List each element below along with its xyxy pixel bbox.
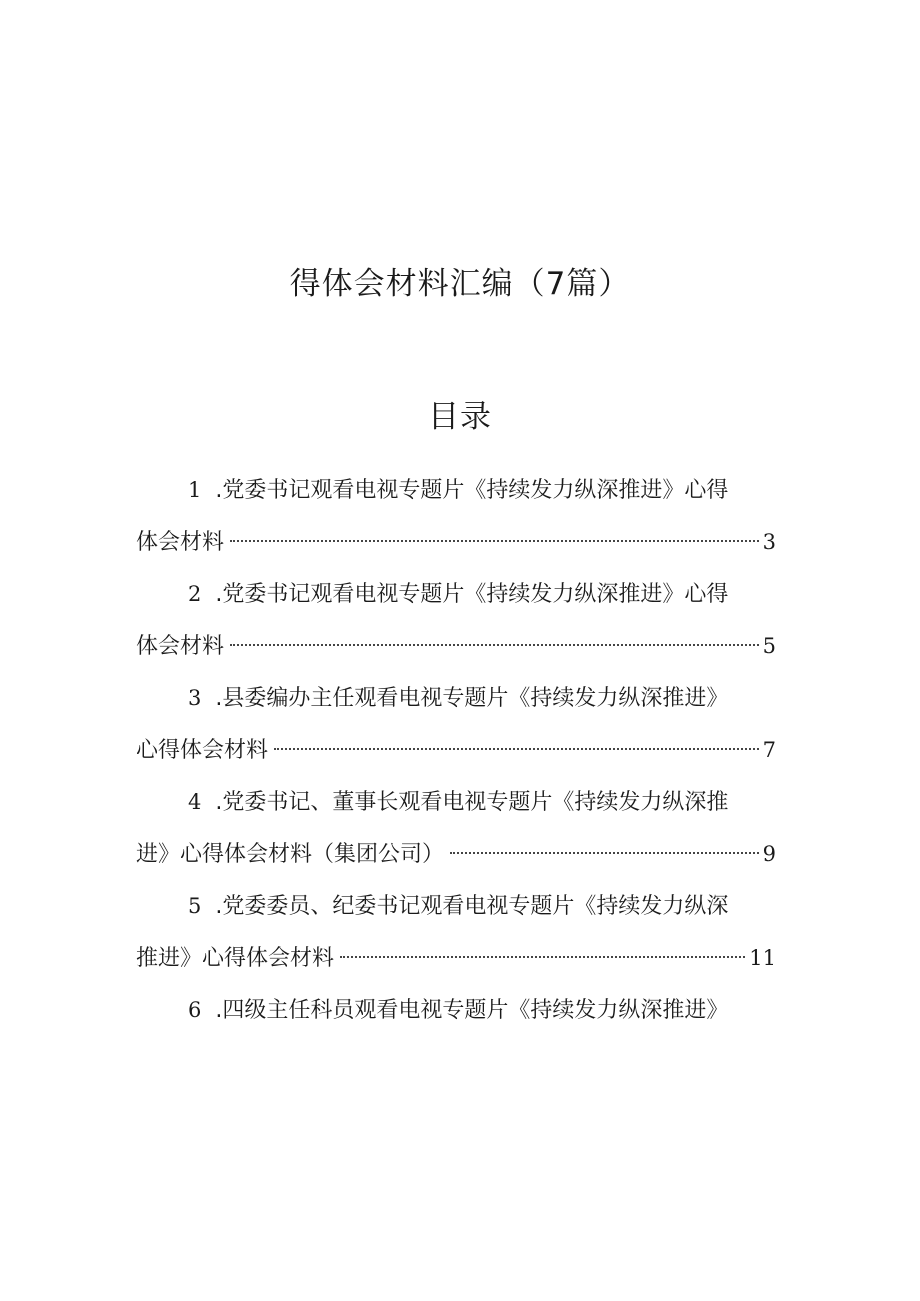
toc-page-number: 3	[762, 530, 776, 554]
toc-dot-leader	[230, 644, 759, 646]
toc-entry-number: 3	[188, 686, 202, 710]
toc-entry-title-continued: 进》心得体会材料（集团公司）	[136, 842, 445, 867]
toc-entry-number: 4	[188, 790, 202, 814]
toc-entry-title-text: .县委编办主任观看电视专题片《持续发力纵深推进》	[215, 686, 729, 711]
toc-entry-5[interactable]	[136, 880, 776, 984]
toc-entry-title	[188, 988, 728, 1033]
toc-entry-title-continued: 推进》心得体会材料	[136, 946, 335, 971]
toc-entry-title-continued: 心得体会材料	[136, 738, 269, 763]
toc-entry-title	[188, 780, 728, 825]
toc-entry-2[interactable]	[136, 568, 776, 672]
toc-page-number: 9	[762, 842, 776, 866]
toc-page-number: 5	[762, 634, 776, 658]
toc-entry-title-text: .四级主任科员观看电视专题片《持续发力纵深推进》	[215, 998, 729, 1023]
toc-entry-number: 6	[188, 998, 202, 1022]
toc-entry-title-text: .党委书记观看电视专题片《持续发力纵深推进》心得	[215, 582, 729, 607]
toc-dot-leader	[274, 748, 759, 750]
toc-entry-title-text: .党委书记观看电视专题片《持续发力纵深推进》心得	[215, 478, 729, 503]
toc-entry-4[interactable]	[136, 776, 776, 880]
toc-heading: 目录	[428, 399, 492, 435]
toc-page-number: 11	[749, 946, 776, 970]
table-of-contents	[136, 464, 776, 1088]
toc-entry-continuation	[136, 520, 776, 565]
toc-entry-continuation	[136, 936, 776, 981]
toc-entry-number: 2	[188, 582, 202, 606]
toc-entry-title-text: .党委委员、纪委书记观看电视专题片《持续发力纵深	[215, 894, 729, 919]
toc-entry-number: 5	[188, 894, 202, 918]
toc-entry-6[interactable]	[136, 984, 776, 1088]
toc-entry-title-continued: 体会材料	[136, 530, 225, 555]
document-title: 得体会材料汇编（7篇）	[289, 266, 631, 302]
toc-entry-title	[188, 468, 728, 513]
toc-dot-leader	[450, 852, 759, 854]
toc-entry-1[interactable]	[136, 464, 776, 568]
toc-entry-title	[188, 572, 728, 617]
toc-entry-3[interactable]	[136, 672, 776, 776]
toc-entry-title	[188, 676, 728, 721]
toc-entry-title-text: .党委书记、董事长观看电视专题片《持续发力纵深推	[215, 790, 729, 815]
toc-entry-continuation	[136, 832, 776, 877]
toc-page-number: 7	[762, 738, 776, 762]
toc-dot-leader	[230, 540, 759, 542]
toc-entry-title-continued: 体会材料	[136, 634, 225, 659]
toc-entry-number: 1	[188, 478, 202, 502]
toc-entry-title	[188, 884, 728, 929]
toc-entry-continuation	[136, 624, 776, 669]
toc-entry-continuation	[136, 728, 776, 773]
toc-dot-leader	[340, 956, 745, 958]
